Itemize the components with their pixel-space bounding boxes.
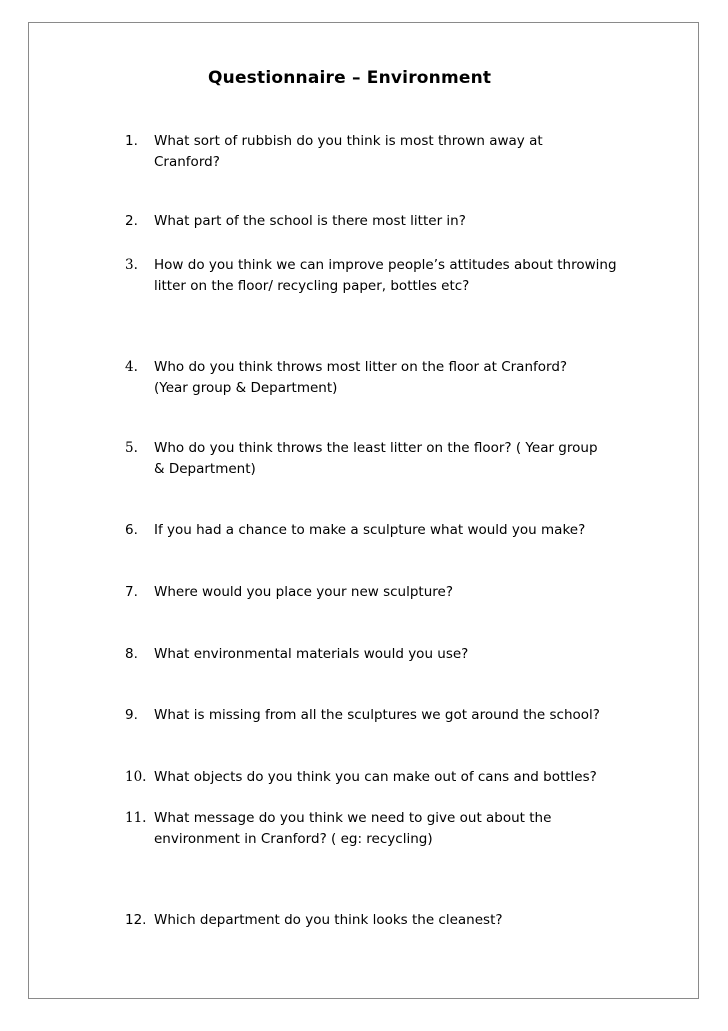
question-9 bbox=[125, 705, 655, 726]
question-1 bbox=[125, 131, 655, 173]
question-text-line: What environmental materials would you use? bbox=[154, 646, 469, 662]
question-number: 3. bbox=[125, 257, 138, 273]
question-text-line: What part of the school is there most litter in? bbox=[154, 213, 466, 229]
question-text-line: environment in Cranford? ( eg: recycling) bbox=[154, 831, 433, 847]
question-text-line: What objects do you think you can make out of cans and bottles? bbox=[154, 769, 597, 785]
question-2 bbox=[125, 211, 655, 232]
question-3 bbox=[125, 255, 655, 297]
question-text-line: How do you think we can improve people’s attitudes about throwing bbox=[154, 257, 617, 273]
question-text-line: What sort of rubbish do you think is most thrown away at bbox=[154, 133, 543, 149]
document-title: Questionnaire – Environment bbox=[208, 68, 492, 88]
question-number: 11. bbox=[125, 810, 147, 826]
question-text-line: & Department) bbox=[154, 461, 256, 477]
question-text-line: litter on the floor/ recycling paper, bottles etc? bbox=[154, 278, 470, 294]
question-number: 8. bbox=[125, 646, 138, 662]
question-number: 5. bbox=[125, 440, 138, 456]
question-6 bbox=[125, 520, 655, 541]
question-text-line: Which department do you think looks the cleanest? bbox=[154, 912, 503, 928]
question-number: 10. bbox=[125, 769, 147, 785]
question-12 bbox=[125, 910, 655, 931]
question-7 bbox=[125, 582, 655, 603]
question-number: 1. bbox=[125, 133, 138, 149]
question-8 bbox=[125, 644, 655, 665]
question-text-line: Cranford? bbox=[154, 154, 220, 170]
question-5 bbox=[125, 438, 655, 480]
question-number: 2. bbox=[125, 213, 138, 229]
question-text-line: (Year group & Department) bbox=[154, 380, 338, 396]
question-number: 6. bbox=[125, 522, 138, 538]
question-number: 7. bbox=[125, 584, 138, 600]
question-text-line: Where would you place your new sculpture? bbox=[154, 584, 453, 600]
question-11 bbox=[125, 808, 655, 850]
question-text-line: Who do you think throws most litter on the floor at Cranford? bbox=[154, 359, 568, 375]
question-text-line: What message do you think we need to give out about the bbox=[154, 810, 552, 826]
question-10 bbox=[125, 767, 655, 788]
question-number: 9. bbox=[125, 707, 138, 723]
question-number: 12. bbox=[125, 912, 147, 928]
question-number: 4. bbox=[125, 359, 138, 375]
question-text-line: Who do you think throws the least litter on the floor? ( Year group bbox=[154, 440, 598, 456]
question-text-line: If you had a chance to make a sculpture what would you make? bbox=[154, 522, 586, 538]
question-text-line: What is missing from all the sculptures we got around the school? bbox=[154, 707, 600, 723]
question-4 bbox=[125, 357, 655, 399]
